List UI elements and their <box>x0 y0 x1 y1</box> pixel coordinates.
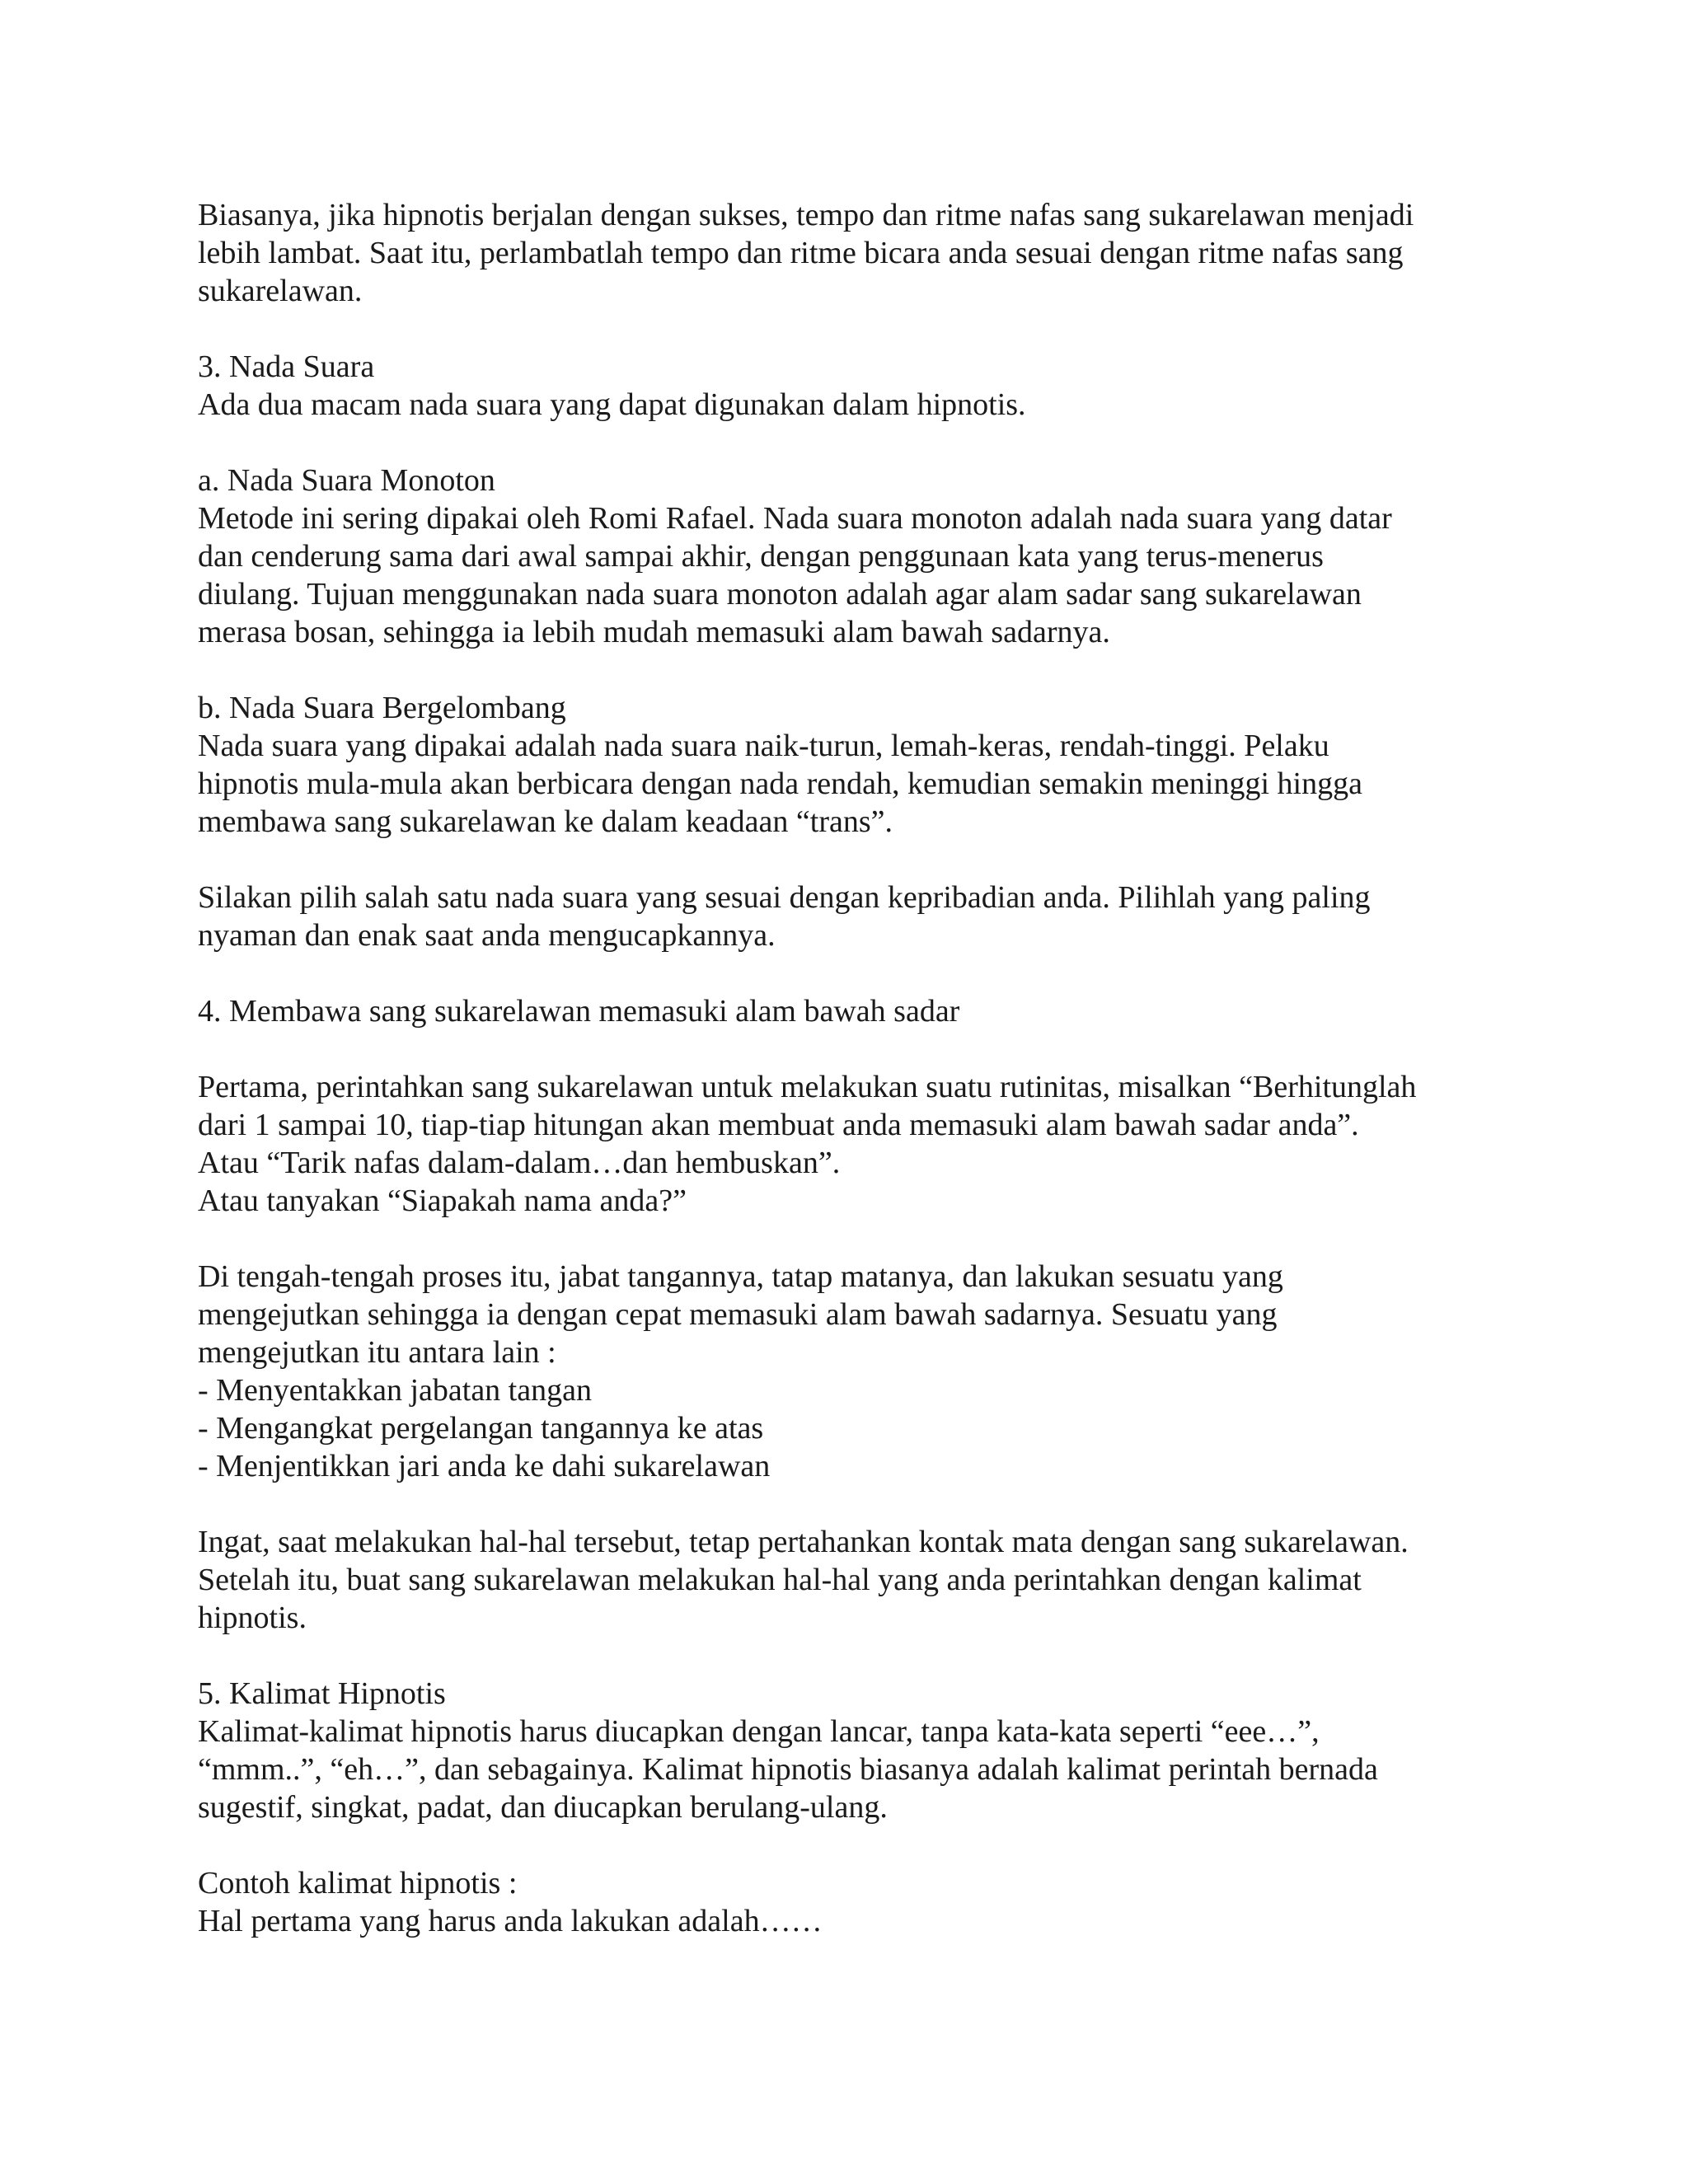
text-line: Nada suara yang dipakai adalah nada suara naik-turun, lemah-keras, rendah-tinggi. Pelaku <box>198 729 1329 763</box>
text-line: Pertama, perintahkan sang sukarelawan untuk melakukan suatu rutinitas, misalkan “Berhitunglah <box>198 1070 1417 1104</box>
text-line: mengejutkan itu antara lain : <box>198 1335 556 1370</box>
subsection-nada-suara-bergelombang <box>198 689 1517 841</box>
text-line: Ingat, saat melakukan hal-hal tersebut, tetap pertahankan kontak mata dengan sang sukarelawan. <box>198 1525 1409 1559</box>
text-line: dan cenderung sama dari awal sampai akhir, dengan penggunaan kata yang terus-menerus <box>198 539 1324 574</box>
text-line: hipnotis mula-mula akan berbicara dengan nada rendah, kemudian semakin meninggi hingga <box>198 766 1362 801</box>
subsection-nada-suara-monoton <box>198 462 1517 651</box>
section-heading: 4. Membawa sang sukarelawan memasuki alam bawah sadar <box>198 994 960 1029</box>
text-line: Metode ini sering dipakai oleh Romi Rafael. Nada suara monoton adalah nada suara yang datar <box>198 501 1392 536</box>
document-page <box>198 196 1517 1978</box>
paragraph-routine <box>198 1068 1517 1220</box>
paragraph-choose-tone <box>198 879 1517 954</box>
text-line: “mmm..”, “eh…”, dan sebagainya. Kalimat hipnotis biasanya adalah kalimat perintah bernada <box>198 1752 1378 1787</box>
paragraph-breathing-tempo <box>198 196 1517 310</box>
text-line: membawa sang sukarelawan ke dalam keadaan “trans”. <box>198 804 893 839</box>
text-line: Ada dua macam nada suara yang dapat digunakan dalam hipnotis. <box>198 387 1026 422</box>
text-line: mengejutkan sehingga ia dengan cepat memasuki alam bawah sadarnya. Sesuatu yang <box>198 1297 1278 1332</box>
section-membawa-sukarelawan <box>198 992 1517 1030</box>
text-line: lebih lambat. Saat itu, perlambatlah tempo dan ritme bicara anda sesuai dengan ritme nafas sang <box>198 236 1404 270</box>
text-line: hipnotis. <box>198 1601 307 1635</box>
text-line: Contoh kalimat hipnotis : <box>198 1866 518 1900</box>
text-line: Setelah itu, buat sang sukarelawan melakukan hal-hal yang anda perintahkan dengan kalimat <box>198 1563 1362 1597</box>
text-line: Kalimat-kalimat hipnotis harus diucapkan dengan lancar, tanpa kata-kata seperti “eee…”, <box>198 1714 1320 1749</box>
list-item: - Menjentikkan jari anda ke dahi sukarelawan <box>198 1449 771 1483</box>
section-kalimat-hipnotis <box>198 1675 1517 1826</box>
text-line: Biasanya, jika hipnotis berjalan dengan sukses, tempo dan ritme nafas sang sukarelawan menjadi <box>198 198 1414 232</box>
text-line: nyaman dan enak saat anda mengucapkannya. <box>198 918 776 953</box>
section-heading: 3. Nada Suara <box>198 349 375 384</box>
list-item: - Mengangkat pergelangan tangannya ke atas <box>198 1411 764 1446</box>
paragraph-example-sentence <box>198 1864 1517 1940</box>
text-line: dari 1 sampai 10, tiap-tiap hitungan akan membuat anda memasuki alam bawah sadar anda”. <box>198 1108 1359 1142</box>
section-heading: 5. Kalimat Hipnotis <box>198 1676 446 1711</box>
text-line: merasa bosan, sehingga ia lebih mudah memasuki alam bawah sadarnya. <box>198 615 1110 649</box>
subsection-heading: b. Nada Suara Bergelombang <box>198 691 566 725</box>
paragraph-eye-contact <box>198 1523 1517 1637</box>
list-item: - Menyentakkan jabatan tangan <box>198 1373 592 1408</box>
paragraph-surprise-actions <box>198 1258 1517 1485</box>
text-line: sukarelawan. <box>198 274 363 308</box>
section-nada-suara <box>198 348 1517 424</box>
text-line: Di tengah-tengah proses itu, jabat tangannya, tatap matanya, dan lakukan sesuatu yang <box>198 1259 1283 1294</box>
text-line: Hal pertama yang harus anda lakukan adalah…… <box>198 1904 823 1938</box>
subsection-heading: a. Nada Suara Monoton <box>198 463 495 498</box>
text-line: sugestif, singkat, padat, dan diucapkan berulang-ulang. <box>198 1790 888 1825</box>
text-line: Silakan pilih salah satu nada suara yang sesuai dengan kepribadian anda. Pilihlah yang paling <box>198 880 1371 915</box>
text-line: Atau tanyakan “Siapakah nama anda?” <box>198 1183 687 1218</box>
text-line: diulang. Tujuan menggunakan nada suara monoton adalah agar alam sadar sang sukarelawan <box>198 577 1362 612</box>
text-line: Atau “Tarik nafas dalam-dalam…dan hembuskan”. <box>198 1146 841 1180</box>
